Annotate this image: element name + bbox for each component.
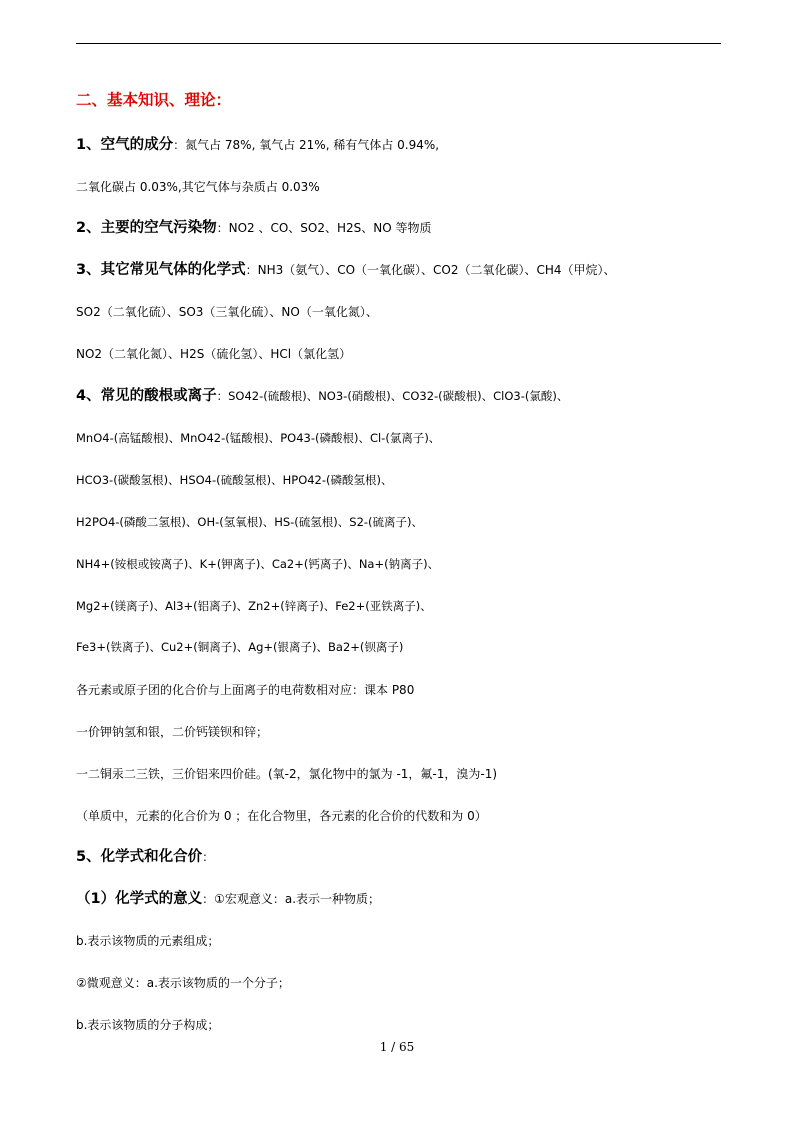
paragraph-gas-formulas	[76, 262, 616, 278]
text-line-14: 各元素或原子团的化合价与上面离子的电荷数相对应：课本 P80	[76, 683, 415, 697]
heading-gas-formulas: 3、其它常见气体的化学式	[76, 262, 246, 278]
text-line-6: NO2（二氧化氮）、H2S（硫化氢）、HCl（氯化氢）	[76, 347, 352, 361]
heading-ions: 4、常见的酸根或离子	[76, 388, 217, 404]
section-title: 二、基本知识、理论：	[76, 91, 232, 109]
text-line-16: 一二铜汞二三铁，三价铝来四价硅。(氧-2，氯化物中的氯为 -1，氟-1，溴为-1)	[76, 767, 498, 781]
text-line-10: H2PO4-(磷酸二氢根)、OH-(氢氧根)、HS-(硫氢根)、S2-(硫离子)、	[76, 515, 424, 529]
text-line-20: b.表示该物质的元素组成；	[76, 934, 220, 948]
heading-pollutants: 2、主要的空气污染物	[76, 220, 217, 236]
text-line-5: SO2（二氧化硫）、SO3（三氧化硫）、NO（一氧化氮）、	[76, 305, 378, 319]
page-number: 1 / 65	[379, 1040, 415, 1054]
text-line-17: （单质中，元素的化合价为 0 ；在化合物里，各元素的化合价的代数和为 0）	[76, 809, 487, 823]
header-rule	[76, 43, 721, 44]
paragraph-formula-valence	[76, 849, 214, 865]
heading-air-composition: 1、空气的成分	[76, 137, 174, 153]
text-pollutants: ：NO2 、CO、SO2、H2S、NO 等物质	[216, 221, 432, 235]
text-line-8: MnO4-(高锰酸根)、MnO42-(锰酸根)、PO43-(磷酸根)、Cl-(氯离子)、	[76, 431, 441, 445]
text-line-2: 二氧化碳占 0.03%,其它气体与杂质占 0.03%	[76, 180, 320, 194]
text-line-9: HCO3-(碳酸氢根)、HSO4-(硫酸氢根)、HPO42-(磷酸氢根)、	[76, 473, 393, 487]
heading-formula-meaning: （1）化学式的意义	[76, 891, 203, 907]
text-line-11: NH4+(铵根或铵离子)、K+(钾离子)、Ca2+(钙离子)、Na+(钠离子)、	[76, 557, 440, 571]
heading-formula-valence: 5、化学式和化合价	[76, 849, 203, 865]
text-line-22: b.表示该物质的分子构成；	[76, 1018, 220, 1032]
text-gas-formulas: ：NH3（氨气）、CO（一氧化碳）、CO2（二氧化碳）、CH4（甲烷）、	[245, 263, 616, 277]
text-ions: ：SO42-(硫酸根)、NO3-(硝酸根)、CO32-(碳酸根)、ClO3-(氯酸)、	[216, 389, 569, 403]
paragraph-ions	[76, 388, 568, 404]
text-air-composition: ：氮气占 78%, 氧气占 21%, 稀有气体占 0.94%,	[173, 138, 440, 152]
paragraph-formula-meaning	[76, 891, 380, 907]
text-formula-meaning: ：①宏观意义：a.表示一种物质；	[202, 892, 381, 906]
paragraph-pollutants	[76, 220, 432, 236]
text-line-15: 一价钾钠氢和银，二价钙镁钡和锌；	[76, 725, 269, 739]
paragraph-air-composition	[76, 137, 439, 153]
text-formula-valence: ：	[202, 850, 215, 864]
text-line-13: Fe3+(铁离子)、Cu2+(铜离子)、Ag+(银离子)、Ba2+(钡离子)	[76, 640, 404, 654]
text-line-12: Mg2+(镁离子)、Al3+(铝离子)、Zn2+(锌离子)、Fe2+(亚铁离子)、	[76, 599, 432, 613]
text-line-21: ②微观意义：a.表示该物质的一个分子；	[76, 976, 290, 990]
